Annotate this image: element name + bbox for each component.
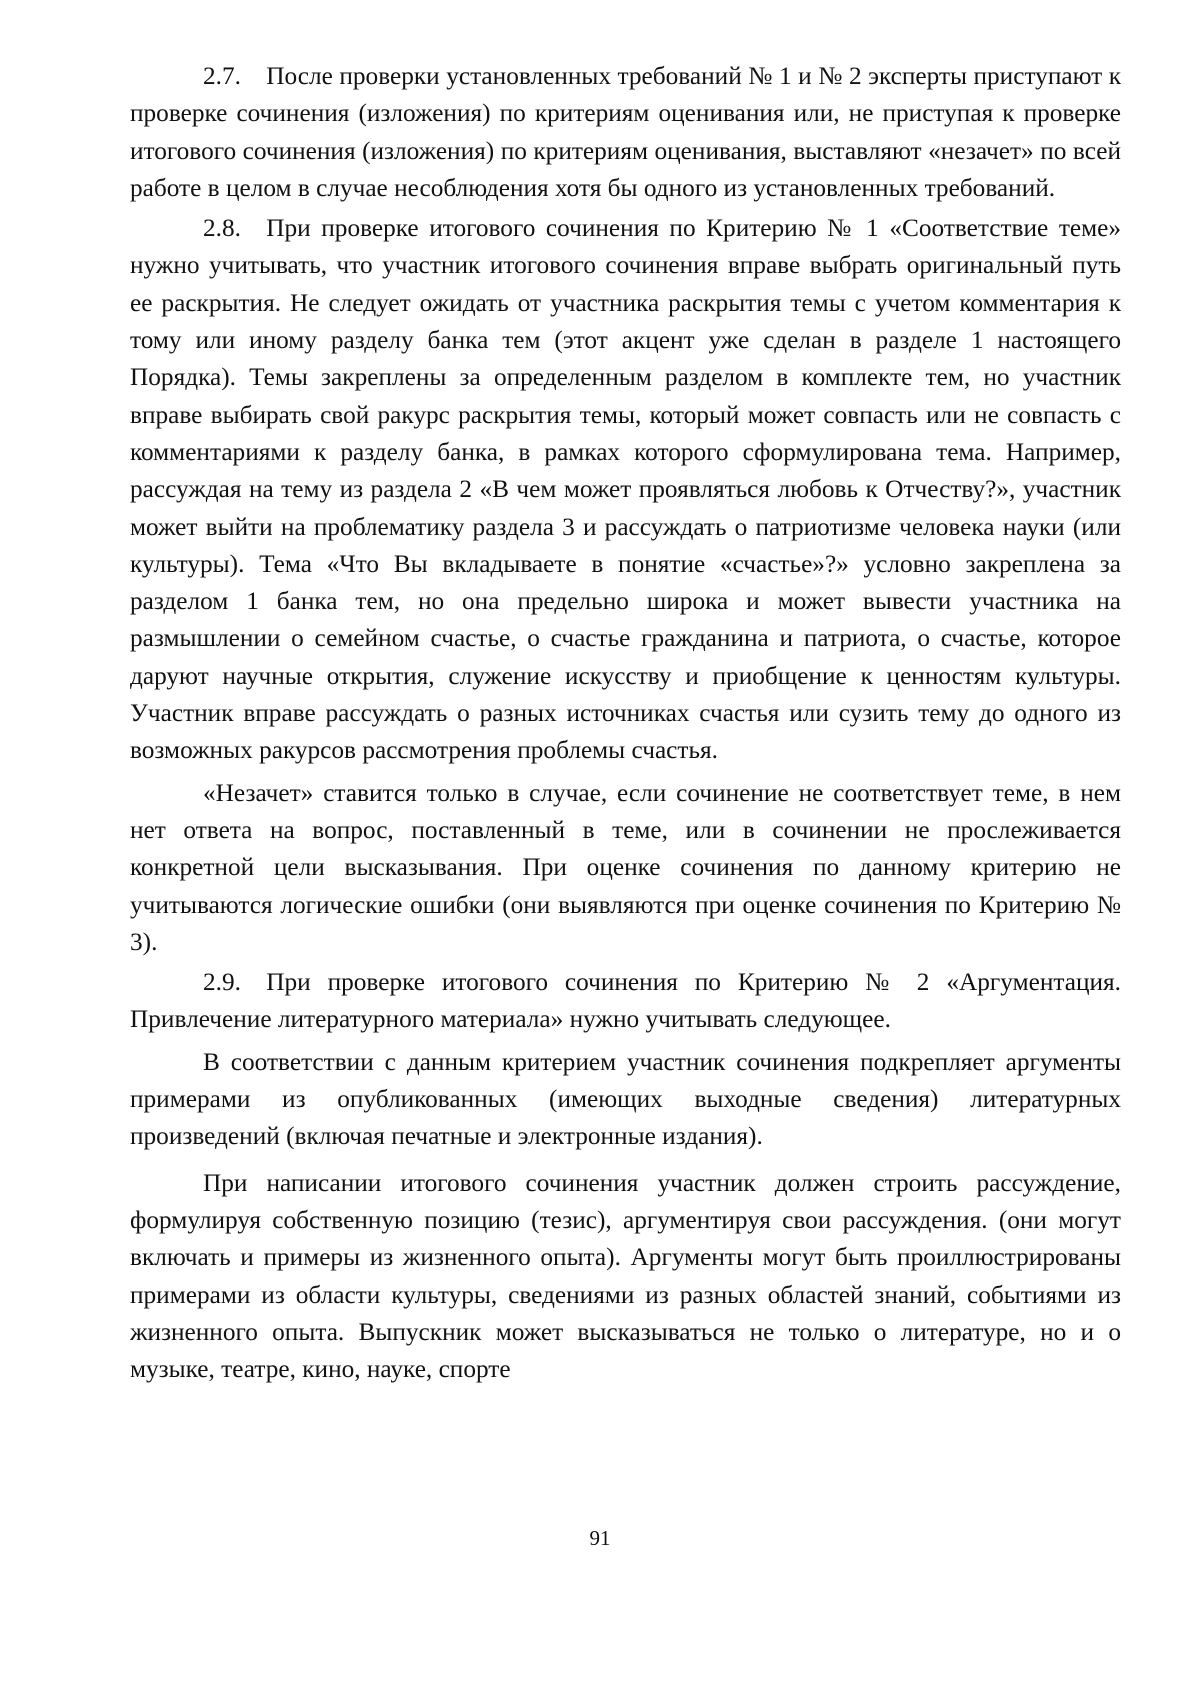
paragraph-writing-requirements: При написании итогового сочинения участник должен строить рассуждение, формулируя собственную позицию (тезис), аргументируя свои рассуждения. (они могут включать и примеры из жизненного опыта). Аргументы могут быть проиллюстрированы примерами из области культуры, сведениями из разных областей знаний, событиями из жизненного опыта. Выпускник может высказываться не только о литературе, но и о музыке, театре, кино, науке, спорте [130, 1168, 1121, 1384]
page-number: 91 [589, 1526, 611, 1550]
paragraph-criterion-arguments: В соответствии с данным критерием участник сочинения подкрепляет аргументы примерами из опубликованных (имеющих выходные сведения) литературных произведений (включая печатные и электронные издания). [130, 1047, 1121, 1151]
paragraph-nezachet: «Незачет» ставится только в случае, если сочинение не соответствует теме, в нем нет ответа на вопрос, поставленный в теме, или в сочинении не прослеживается конкретной цели высказывания. При оценке сочинения по данному критерию не учитываются логические ошибки (они выявляются при оценке сочинения по Критерию № 3). [130, 778, 1121, 956]
body-text [130, 58, 1121, 1388]
paragraph-2-7: 2.7. После проверки установленных требований № 1 и № 2 эксперты приступают к проверке сочинения (изложения) по критериям оценивания или, не приступая к проверке итогового сочинения (изложения) по критериям оценивания, выставляют «незачет» по всей работе в целом в случае несоблюдения хотя бы одного из установленных требований. [130, 62, 1121, 202]
paragraph-2-9: 2.9. При проверке итогового сочинения по Критерию № 2 «Аргументация. Привлечение литературного материала» нужно учитывать следующее. [130, 968, 1121, 1034]
paragraph-2-8: 2.8. При проверке итогового сочинения по Критерию № 1 «Соответствие теме» нужно учитывать, что участник итогового сочинения вправе выбрать оригинальный путь ее раскрытия. Не следует ожидать от участника раскрытия темы с учетом комментария к тому или иному разделу банка тем (этот акцент уже сделан в разделе 1 настоящего Порядка). Темы закреплены за определенным разделом в комплекте тем, но участник вправе выбирать свой ракурс раскрытия темы, который может совпасть или не совпасть с комментариями к разделу банка, в рамках которого сформулирована тема. Например, рассуждая на тему из раздела 2 «В чем может проявляться любовь к Отчеству?», участник может выйти на проблематику раздела 3 и рассуждать о патриотизме человека науки (или культуры). Тема «Что Вы вкладываете в понятие «счастье»?» условно закреплена за разделом 1 банка тем, но она предельно широка и может вывести участника на размышлении о семейном счастье, о счастье гражданина и патриота, о счастье, которое даруют научные открытия, служение искусству и приобщение к ценностям культуры. Участник вправе рассуждать о разных источниках счастья или сузить тему до одного из возможных ракурсов рассмотрения проблемы счастья. [130, 214, 1121, 765]
